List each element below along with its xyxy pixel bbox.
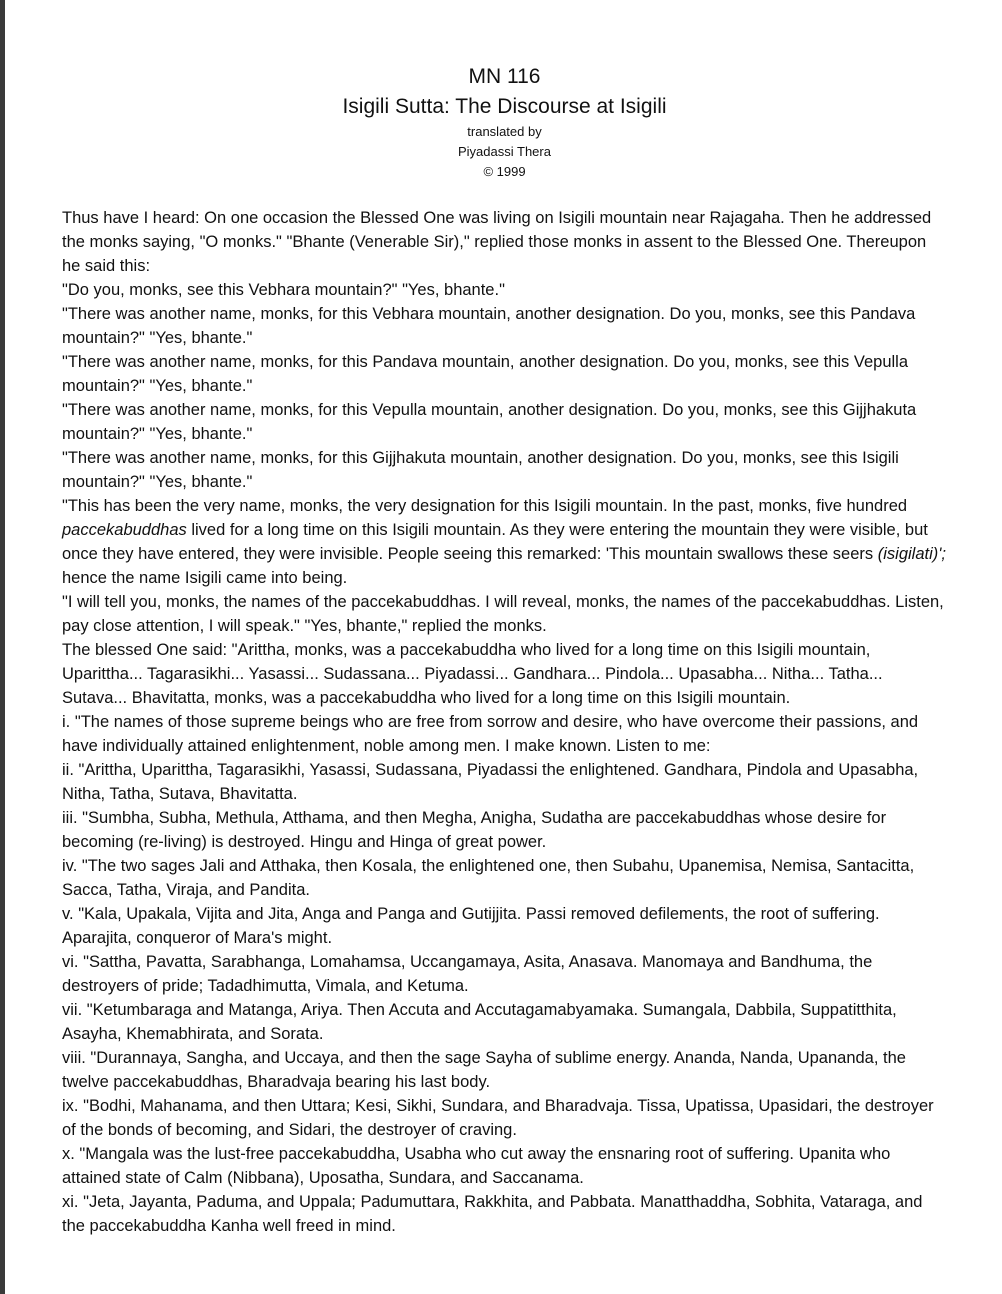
translated-by-label: translated by <box>467 124 542 139</box>
verse-2: ii. "Arittha, Uparittha, Tagarasikhi, Yasassi, Sudassana, Piyadassi the enlightened. Gandhara, Pindola and Upasabha, Nitha, Tatha, Sutava, Bhavitatta. <box>62 761 919 803</box>
verse-4: iv. "The two sages Jali and Atthaka, then Kosala, the enlightened one, then Subahu, Upanemisa, Nemisa, Santacitta, Sacca, Tatha, Viraja, and Pandita. <box>62 857 915 899</box>
italic-term: (isigilati)'; <box>877 545 946 563</box>
paragraph-intro: Thus have I heard: On one occasion the Blessed One was living on Isigili mountain near Rajagaha. Then he addressed the monks saying, "O monks." "Bhante (Venerable Sir)," replied those monks in assent to the Blessed One. Thereupon he said this: <box>62 209 932 275</box>
italic-term: paccekabuddhas <box>62 521 187 539</box>
document-page <box>62 62 947 1238</box>
sutta-code: MN 116 <box>468 65 541 88</box>
verse-1: i. "The names of those supreme beings who are free from sorrow and desire, who have overcome their passions, and have individually attained enlightenment, noble among men. I make known. Listen to me: <box>62 713 919 755</box>
verse-3: iii. "Sumbha, Subha, Methula, Atthama, and then Megha, Anigha, Sudatha are paccekabuddhas whose desire for becoming (re-living) is destroyed. Hingu and Hinga of great power. <box>62 809 887 851</box>
translator-name: Piyadassi Thera <box>458 144 551 159</box>
paragraph-gijjhakuta: "There was another name, monks, for this Vepulla mountain, another designation. Do you, monks, see this Gijjhakuta mountain?" "Yes, bhante." <box>62 401 917 443</box>
verse-9: ix. "Bodhi, Mahanama, and then Uttara; Kesi, Sikhi, Sundara, and Bharadvaja. Tissa, Upatissa, Upasidari, the destroyer of the bonds of becoming, and Sidari, the destroyer of craving. <box>62 1097 934 1139</box>
text-segment: hence the name Isigili came into being. <box>62 569 348 587</box>
verse-8: viii. "Durannaya, Sangha, and Uccaya, and then the sage Sayha of sublime energy. Ananda, Nanda, Upananda, the twelve paccekabuddhas, Bharadvaja bearing his last body. <box>62 1049 906 1091</box>
copyright-notice: © 1999 <box>483 164 526 179</box>
paragraph-vebhara: "Do you, monks, see this Vebhara mountain?" "Yes, bhante." <box>62 281 505 299</box>
paragraph-very-name <box>62 494 947 590</box>
page-left-border <box>0 0 5 1294</box>
paragraph-blessed-one-said: The blessed One said: "Arittha, monks, was a paccekabuddha who lived for a long time on this Isigili mountain, Uparittha... Tagarasikhi... Yasassi... Sudassana... Piyadassi... Gandhara... Pindola... Upasabha... Nitha... Tatha... Sutava... Bhavitatta, monks, was a paccekabuddha who lived for a long time on this Isigili mountain. <box>62 641 883 707</box>
verse-6: vi. "Sattha, Pavatta, Sarabhanga, Lomahamsa, Uccangamaya, Asita, Anasava. Manomaya and Bandhuma, the destroyers of pride; Tadadhimutta, Vimala, and Ketuma. <box>62 953 873 995</box>
verse-7: vii. "Ketumbaraga and Matanga, Ariya. Then Accuta and Accutagamabyamaka. Sumangala, Dabbila, Suppatitthita, Asayha, Khemabhirata, and Sorata. <box>62 1001 897 1043</box>
sutta-title: Isigili Sutta: The Discourse at Isigili <box>342 95 667 118</box>
text-segment: "This has been the very name, monks, the very designation for this Isigili mountain. In the past, monks, five hundred <box>62 497 908 515</box>
text-segment: lived for a long time on this Isigili mountain. As they were entering the mountain they were visible, but once they have entered, they were invisible. People seeing this remarked: 'This mountain swallows these seers <box>62 521 928 563</box>
document-body <box>62 206 947 1238</box>
paragraph-names-intro: "I will tell you, monks, the names of the paccekabuddhas. I will reveal, monks, the names of the paccekabuddhas. Listen, pay close attention, I will speak." "Yes, bhante," replied the monks. <box>62 593 944 635</box>
paragraph-vepulla: "There was another name, monks, for this Pandava mountain, another designation. Do you, monks, see this Vepulla mountain?" "Yes, bhante." <box>62 353 909 395</box>
verse-5: v. "Kala, Upakala, Vijita and Jita, Anga and Panga and Gutijjita. Passi removed defilements, the root of suffering. Aparajita, conqueror of Mara's might. <box>62 905 880 947</box>
paragraph-isigili: "There was another name, monks, for this Gijjhakuta mountain, another designation. Do you, monks, see this Isigili mountain?" "Yes, bhante." <box>62 449 899 491</box>
paragraph-pandava: "There was another name, monks, for this Vebhara mountain, another designation. Do you, monks, see this Pandava mountain?" "Yes, bhante." <box>62 305 916 347</box>
document-header <box>62 62 947 182</box>
verse-10: x. "Mangala was the lust-free paccekabuddha, Usabha who cut away the ensnaring root of suffering. Upanita who attained state of Calm (Nibbana), Uposatha, Sundara, and Saccanama. <box>62 1145 891 1187</box>
verse-11: xi. "Jeta, Jayanta, Paduma, and Uppala; Padumuttara, Rakkhita, and Pabbata. Manatthaddha, Sobhita, Vataraga, and the paccekabuddha Kanha well freed in mind. <box>62 1193 923 1235</box>
